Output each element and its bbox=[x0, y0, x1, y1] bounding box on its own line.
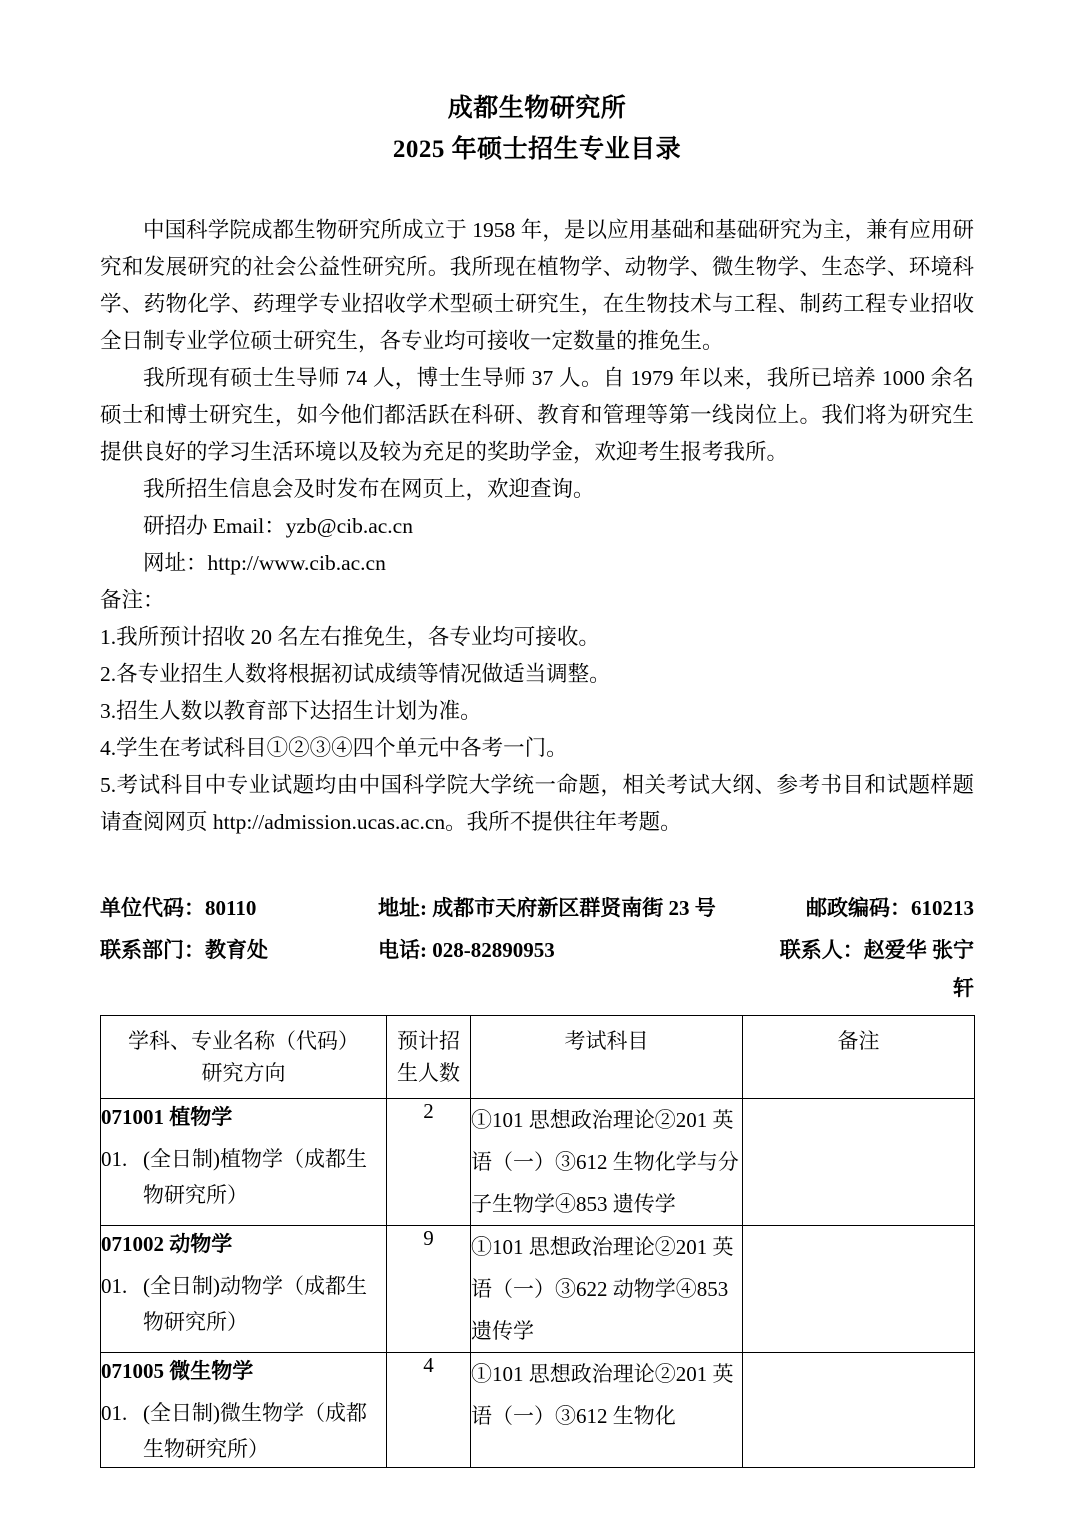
direction-text: (全日制)动物学（成都生物研究所） bbox=[143, 1274, 367, 1334]
contact-row-1 bbox=[100, 889, 974, 927]
email-line: 研招办 Email：yzb@cib.ac.cn bbox=[143, 514, 413, 538]
unit-code: 单位代码：80110 bbox=[100, 896, 257, 920]
direction-line bbox=[101, 1268, 386, 1340]
notes-cell bbox=[743, 1099, 975, 1226]
header-major-line2: 研究方向 bbox=[201, 1061, 286, 1085]
intro-paragraph-2: 我所现有硕士生导师 74 人，博士生导师 37 人。自 1979 年以来，我所已培养 1000 余名硕士和博士研究生，如今他们都活跃在科研、教育和管理等第一线岗位上。我们将为研究生提供良好的学习生活环境以及较为充足的奖助学金，欢迎考生报考我所。 bbox=[100, 366, 974, 464]
quota-cell: 2 bbox=[387, 1099, 471, 1226]
document-title bbox=[100, 88, 974, 170]
major-code: 071001 植物学 bbox=[101, 1105, 233, 1129]
note-5: 5.考试科目中专业试题均由中国科学院大学统一命题，相关考试大纲、参考书目和试题样题请查阅网页 http://admission.ucas.ac.cn。我所不提供往年考题。 bbox=[100, 773, 974, 834]
direction-number: 01. bbox=[101, 1401, 128, 1425]
header-major bbox=[101, 1016, 387, 1099]
major-cell bbox=[101, 1226, 387, 1353]
intro-paragraph-1: 中国科学院成都生物研究所成立于 1958 年，是以应用基础和基础研究为主，兼有应用研究和发展研究的社会公益性研究所。我所现在植物学、动物学、微生物学、生态学、环境科学、药物化学、药理学专业招收学术型硕士研究生，在生物技术与工程、制药工程专业招收全日制专业学位硕士研究生，各专业均可接收一定数量的推免生。 bbox=[100, 218, 974, 353]
header-quota-line2: 生人数 bbox=[397, 1061, 460, 1085]
quota-cell: 9 bbox=[387, 1226, 471, 1353]
title-line-2: 2025 年硕士招生专业目录 bbox=[392, 136, 682, 163]
table-row bbox=[101, 1099, 975, 1226]
major-code: 071005 微生物学 bbox=[101, 1359, 254, 1383]
direction-line bbox=[101, 1395, 386, 1467]
postcode: 邮政编码：610213 bbox=[806, 896, 974, 920]
header-major-line1: 学科、专业名称（代码） bbox=[128, 1029, 359, 1053]
direction-text: (全日制)植物学（成都生物研究所） bbox=[143, 1147, 367, 1207]
table-row bbox=[101, 1226, 975, 1353]
direction-number: 01. bbox=[101, 1274, 128, 1298]
major-catalog-table bbox=[100, 1015, 975, 1468]
major-cell bbox=[101, 1353, 387, 1468]
major-code: 071002 动物学 bbox=[101, 1232, 233, 1256]
table-row bbox=[101, 1353, 975, 1468]
contact-row-2 bbox=[100, 931, 974, 1007]
note-2: 2.各专业招生人数将根据初试成绩等情况做适当调整。 bbox=[100, 662, 611, 686]
intro-paragraph-3: 我所招生信息会及时发布在网页上，欢迎查询。 bbox=[143, 477, 595, 501]
address: 地址: 成都市天府新区群贤南街 23 号 bbox=[378, 896, 716, 920]
subjects-cell: ①101 思想政治理论②201 英语（一）③622 动物学④853 遗传学 bbox=[471, 1226, 743, 1353]
website-line: 网址：http://www.cib.ac.cn bbox=[143, 551, 386, 575]
contact-department: 联系部门：教育处 bbox=[100, 938, 268, 962]
notes-title: 备注： bbox=[100, 588, 165, 612]
subjects-cell: ①101 思想政治理论②201 英语（一）③612 生物化学与分子生物学④853 遗传学 bbox=[471, 1099, 743, 1226]
note-1: 1.我所预计招收 20 名左右推免生，各专业均可接收。 bbox=[100, 625, 600, 649]
direction-line bbox=[101, 1141, 386, 1213]
table-header-row bbox=[101, 1016, 975, 1099]
notes-cell bbox=[743, 1226, 975, 1353]
quota-cell: 4 bbox=[387, 1353, 471, 1468]
major-cell bbox=[101, 1099, 387, 1226]
header-quota bbox=[387, 1016, 471, 1099]
intro-section bbox=[100, 212, 974, 841]
contact-person: 联系人：赵爱华 张宁轩 bbox=[779, 938, 974, 1000]
title-line-1: 成都生物研究所 bbox=[447, 95, 627, 122]
subjects-cell: ①101 思想政治理论②201 英语（一）③612 生物化 bbox=[471, 1353, 743, 1468]
contact-phone: 电话: 028-82890953 bbox=[378, 938, 555, 962]
note-3: 3.招生人数以教育部下达招生计划为准。 bbox=[100, 699, 482, 723]
contact-block bbox=[100, 889, 974, 1007]
notes-cell bbox=[743, 1353, 975, 1468]
header-notes: 备注 bbox=[743, 1016, 975, 1099]
direction-text: (全日制)微生物学（成都生物研究所） bbox=[143, 1401, 367, 1461]
direction-number: 01. bbox=[101, 1147, 128, 1171]
header-subjects: 考试科目 bbox=[471, 1016, 743, 1099]
note-4: 4.学生在考试科目①②③④四个单元中各考一门。 bbox=[100, 736, 568, 760]
header-quota-line1: 预计招 bbox=[397, 1029, 460, 1053]
